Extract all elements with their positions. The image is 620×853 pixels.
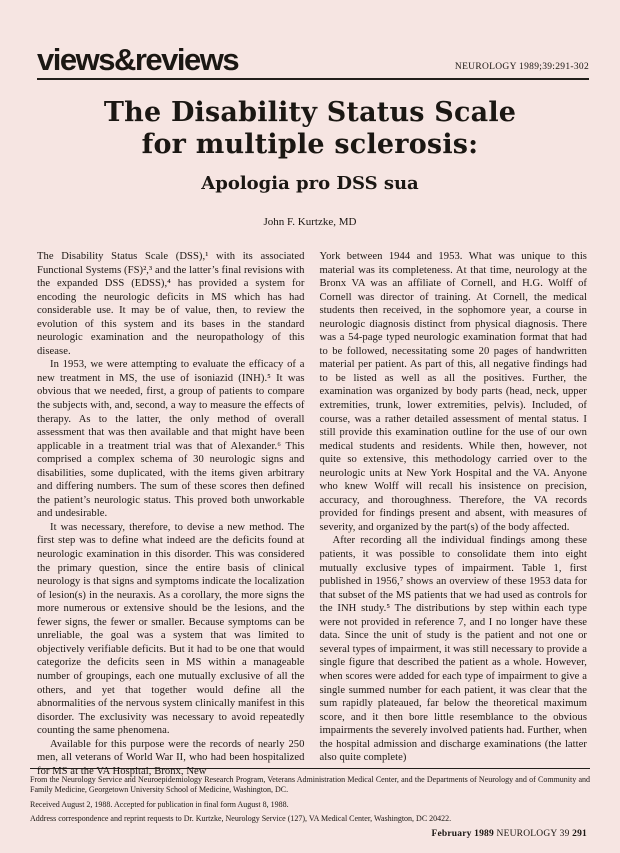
footer-issue: February 1989 [431, 829, 494, 839]
paragraph: In 1953, we were attempting to evaluate the efficacy of a new treatment in MS, the use of isoniazid (INH).⁵ It was obvious that we needed, first, a group of patients to compare the subjects with, and, second, a way to measure the effects of therapy. As to the latter, the only method of overall assessment that was then available and that might have been applicable in a treatment trial was that of Alexander.⁶ This comprised a complex schema of 30 neurologic signs and disabilities, some duplicated, with the items given arbitrary and differing numbers. The sum of these scores then defined the patient’s neurologic status. This proved both unworkable and undesirable. [37, 359, 305, 520]
paragraph: It was necessary, therefore, to devise a new method. The first step was to define what indeed are the deficits found at neurologic examination in this disorder. This was considered the primary question, since the entire basis of clinical neurology is that signs and symptoms indicate the localization of lesion(s) in the neuraxis. As a corollary, the more signs the more numerous or extensive should be the lesions, and the fewer signs, the fewer or smaller. Because symptoms can be unreliable, the goal was a system that was limited to objectively verifiable deficits. But it had to be one that would categorize the deficits seen in MS within a manageable number of groupings, each one mutually exclusive of all the others, and yet that together would define all the abnormalities of the nervous system clinically manifest in this disorder. The exclusivity was necessary to avoid repeatedly counting the same phenomena. [37, 521, 305, 737]
section-title: views&reviews [37, 42, 239, 77]
footer-journal: NEUROLOGY 39 [496, 829, 570, 839]
left-column [37, 250, 305, 778]
correspondence-footnote: Address correspondence and reprint requests to Dr. Kurtzke, Neurology Service (127), VA Medical Center, Washington, DC 20422. [30, 813, 452, 823]
article-title-line2: for multiple sclerosis: [141, 129, 479, 160]
right-column [320, 250, 588, 778]
journal-citation: NEUROLOGY 1989;39:291-302 [454, 62, 589, 72]
article-subtitle: Apologia pro DSS sua [201, 173, 419, 194]
article-author: John F. Kurtzke, MD [263, 216, 357, 228]
received-footnote: Received August 2, 1988. Accepted for publication in final form August 8, 1988. [30, 799, 289, 809]
article-body [37, 250, 587, 778]
page-header [37, 44, 589, 80]
page-footer [431, 829, 587, 839]
paragraph: York between 1944 and 1953. What was unique to this material was its completeness. At that time, neurology at the Bronx VA was an affiliate of Cornell, and H.G. Wolff of Cornell was director of training. At Cornell, the medical students then received, in the sophomore year, a course in neurologic diagnosis distinct from physical diagnosis. There was a 54-page typed neurologic examination format that had to be followed, necessitating some 20 pages of handwritten material per patient. As part of this, all negative findings had to be listed as well as all the positives. Further, the examination was organized by body parts (head, neck, upper extremities, trunk, lower extremities, pelvis). Included, of course, was a rather detailed assessment of mental status. I still provide this examination outline for the use of our own medical students and residents. While then, however, not quite so extensive, this methodology carried over to the neurologic units at New York Hospital and the VA. Anyone who knew Wolff will recall his insistence on precision, accuracy, and thoroughness. Therefore, the VA records provided for findings present and absent, with measures of severity, and organized by the part(s) of the body affected. [319, 251, 587, 533]
article-title-line1: The Disability Status Scale [103, 97, 517, 128]
paragraph: Available for this purpose were the records of nearly 250 men, all veterans of World War II, who had been hospitalized for MS at the VA Hospital, Bronx, New [37, 738, 305, 777]
paragraph: The Disability Status Scale (DSS),¹ with its associated Functional Systems (FS)²,³ and the latter’s final revisions with the expanded DSS (EDSS),⁴ has provided a system for encoding the neurologic deficits in MS which has had considerable use. It may be of value, then, to review the evolution of this system and its bases in the standard neurologic examination and the neuropathology of this disease. [37, 251, 305, 357]
article-title [0, 97, 620, 161]
title-block [0, 97, 620, 228]
paragraph: After recording all the individual findings among these patients, it was possible to consolidate them into eight mutually exclusive types of impairment. Table 1, first published in 1956,⁷ shows an overview of these 1953 data for that subset of the MS patients that we had used as controls for the INH study.⁵ The distributions by step within each type were not provided in reference 7, and I no longer have these data. Since the unit of study is the patient and not one or several types of impairment, it was still necessary to provide a single figure that described the patient as a whole. However, when scores were added for each type of impairment to give a single summed number for each patient, it was clear that the sum rapidly plateaued, far below the theoretical maximum score, and it then bore little resemblance to the obvious impairments the severely involved patients had. Further, when the hospital admission and discharge examinations (the latter also quite complete) [319, 535, 587, 764]
footer-page-number: 291 [572, 829, 587, 839]
footnote-block [30, 768, 590, 828]
affiliation-footnote: From the Neurology Service and Neuroepidemiology Research Program, Veterans Administration Medical Center, and the Departments of Neurology and of Community and Family Medicine, Georgetown University School of Medicine, Washington, DC. [30, 775, 590, 795]
